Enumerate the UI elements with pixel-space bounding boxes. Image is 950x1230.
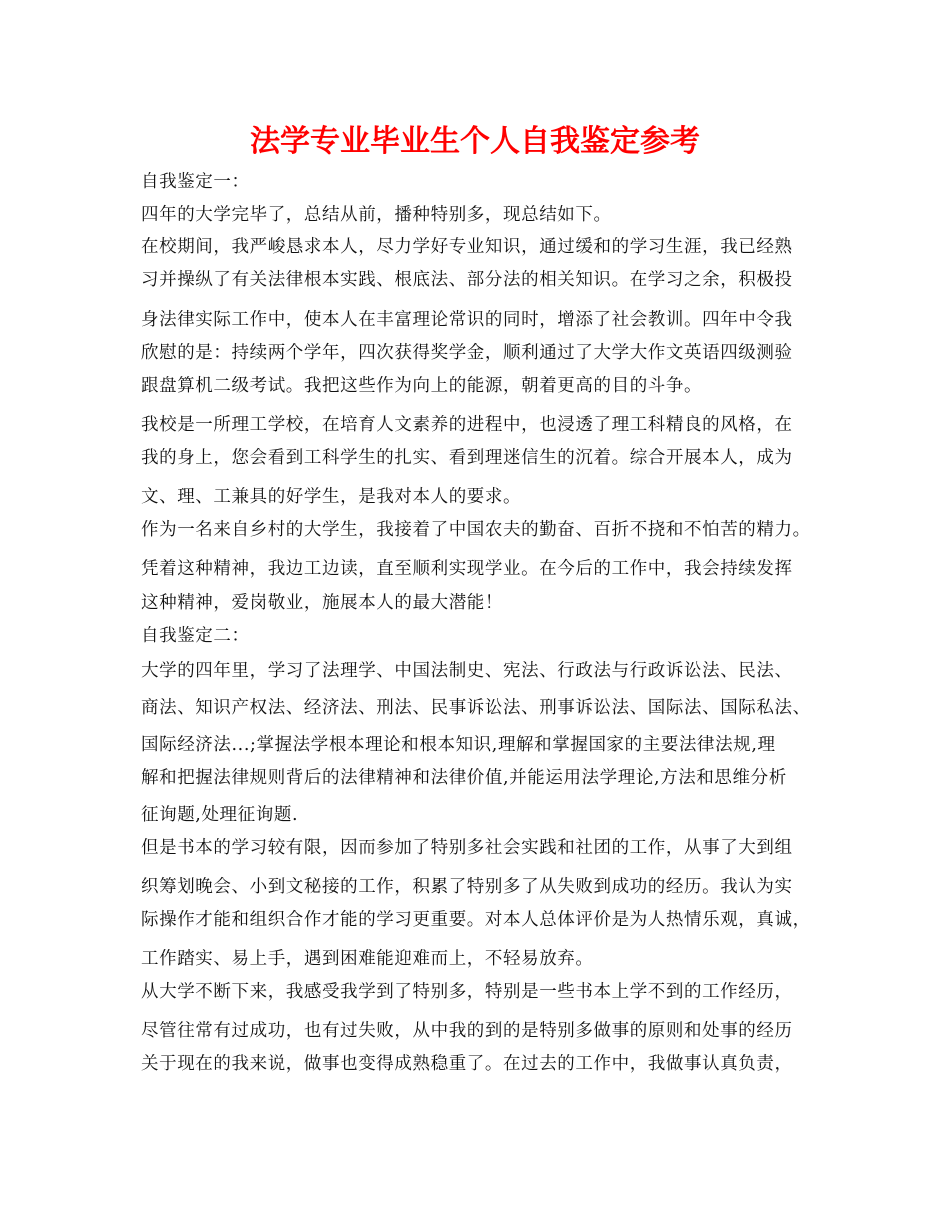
- paragraph-line: 四年的大学完毕了，总结从前，播种特别多，现总结如下。: [141, 205, 612, 225]
- document-title: 法学专业毕业生个人自我鉴定参考: [250, 124, 700, 159]
- paragraph-line: 自我鉴定二：: [141, 626, 250, 646]
- paragraph-line: 征询题,处理征询题.: [141, 805, 299, 825]
- paragraph-line: 大学的四年里，学习了法理学、中国法制史、宪法、行政法与行政诉讼法、民法、: [141, 661, 793, 681]
- paragraph-line: 工作踏实、易上手，遇到困难能迎难而上，不轻易放弃。: [141, 949, 594, 969]
- paragraph-line: 但是书本的学习较有限，因而参加了特别多社会实践和社团的工作，从事了大到组: [141, 838, 793, 858]
- paragraph-line: 欣慰的是：持续两个学年，四次获得奖学金，顺利通过了大学大作文英语四级测验: [141, 343, 793, 363]
- paragraph-line: 习并操纵了有关法律根本实践、根底法、部分法的相关知识。在学习之余，积极投: [141, 270, 793, 290]
- paragraph-line: 自我鉴定一：: [141, 172, 250, 192]
- paragraph-line: 我的身上，您会看到工科学生的扎实、看到理迷信生的沉着。综合开展本人，成为: [141, 448, 793, 468]
- paragraph-line: 际操作才能和组织合作才能的学习更重要。对本人总体评价是为人热情乐观，真诚，: [141, 910, 811, 930]
- paragraph-line: 跟盘算机二级考试。我把这些作为向上的能源，朝着更高的目的斗争。: [141, 376, 703, 396]
- paragraph-line: 凭着这种精神，我边工边读，直至顺利实现学业。在今后的工作中，我会持续发挥: [141, 559, 793, 579]
- paragraph-line: 在校期间，我严峻恳求本人，尽力学好专业知识，通过缓和的学习生涯，我已经熟: [141, 237, 793, 257]
- paragraph-line: 解和把握法律规则背后的法律精神和法律价值,并能运用法学理论,方法和思维分析: [141, 768, 787, 788]
- paragraph-line: 国际经济法...;掌握法学根本理论和根本知识,理解和掌握国家的主要法律法规,理: [141, 735, 776, 755]
- paragraph-line: 织筹划晚会、小到文秘接的工作，积累了特别多了从失败到成功的经历。我认为实: [141, 877, 793, 897]
- paragraph-line: 商法、知识产权法、经济法、刑法、民事诉讼法、刑事诉讼法、国际法、国际私法、: [141, 698, 811, 718]
- paragraph-line: 从大学不断下来，我感受我学到了特别多，特别是一些书本上学不到的工作经历，: [141, 982, 793, 1002]
- paragraph-line: 尽管往常有过成功，也有过失败，从中我的到的是特别多做事的原则和处事的经历: [141, 1021, 793, 1041]
- paragraph-line: 身法律实际工作中，使本人在丰富理论常识的同时，增添了社会教训。四年中令我: [141, 310, 793, 330]
- paragraph-line: 文、理、工兼具的好学生，是我对本人的要求。: [141, 487, 522, 507]
- paragraph-line: 关于现在的我来说，做事也变得成熟稳重了。在过去的工作中，我做事认真负责，: [141, 1054, 793, 1074]
- paragraph-line: 作为一名来自乡村的大学生，我接着了中国农夫的勤奋、百折不挠和不怕苦的精力。: [141, 520, 811, 540]
- paragraph-line: 我校是一所理工学校，在培育人文素养的进程中，也浸透了理工科精良的风格，在: [141, 415, 793, 435]
- paragraph-line: 这种精神，爱岗敬业，施展本人的最大潜能！: [141, 593, 503, 613]
